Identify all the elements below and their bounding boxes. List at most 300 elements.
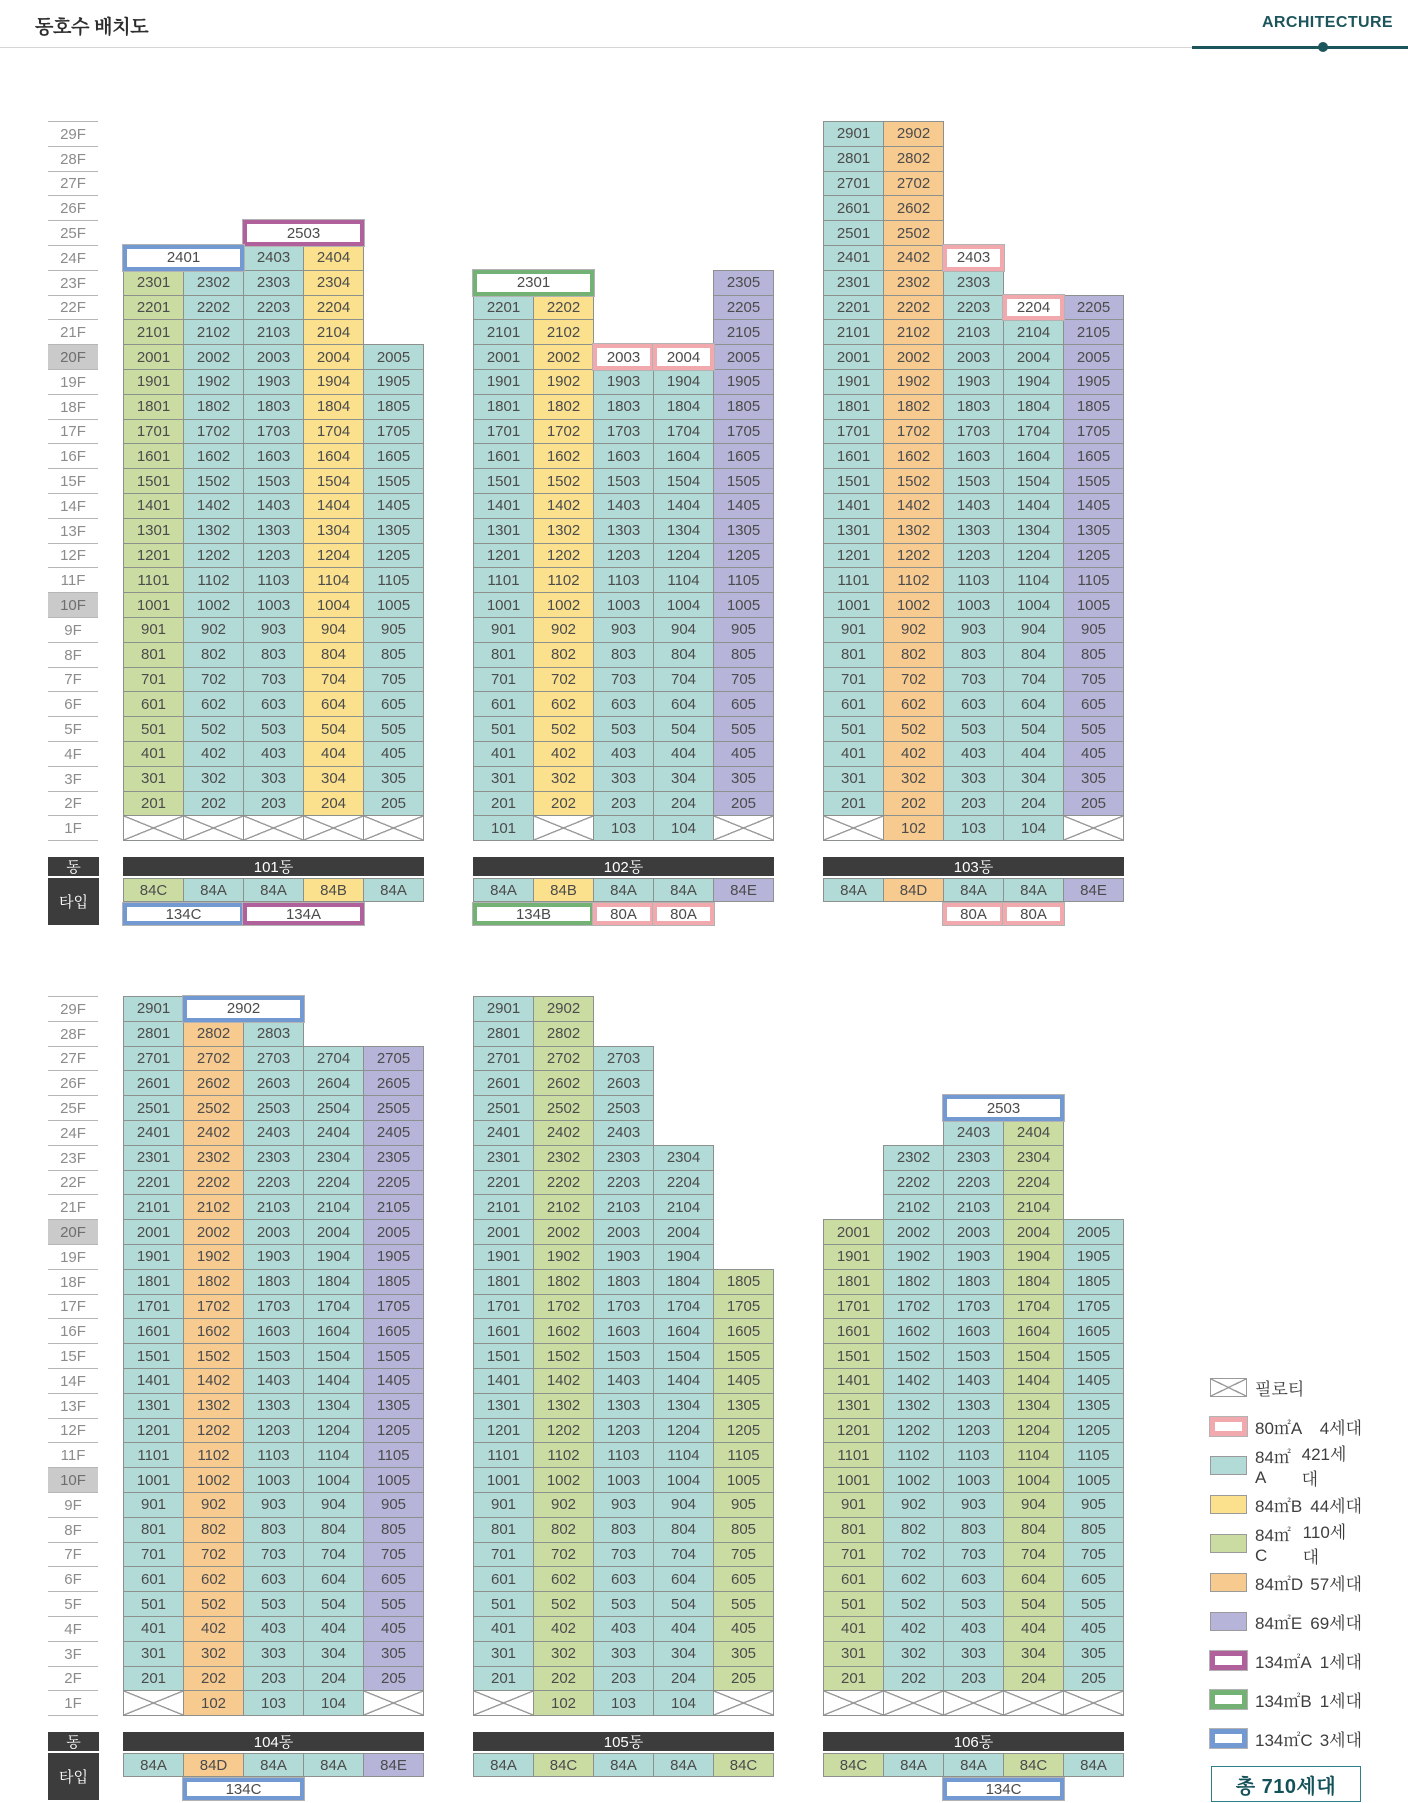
unit-cell: 305 xyxy=(1063,766,1124,792)
unit-cell: 2002 xyxy=(533,1219,594,1245)
unit-cell: 1801 xyxy=(823,1269,884,1295)
unit-cell: 1801 xyxy=(473,1269,534,1295)
type-cell: 84C xyxy=(533,1753,594,1777)
unit-cell: 1403 xyxy=(243,1368,304,1394)
floor-label: 12F xyxy=(48,543,98,569)
unit-cell: 1801 xyxy=(123,1269,184,1295)
unit-cell: 1505 xyxy=(1063,1343,1124,1369)
unit-cell: 404 xyxy=(303,1616,364,1642)
unit-cell: 1905 xyxy=(1063,369,1124,395)
piloti-cell xyxy=(123,815,184,841)
unit-cell: 301 xyxy=(823,766,884,792)
unit-cell: 1001 xyxy=(123,592,184,618)
piloti-cell xyxy=(123,1690,184,1716)
unit-cell: 501 xyxy=(123,1591,184,1617)
unit-cell: 701 xyxy=(823,1542,884,1568)
legend-count: 110세대 xyxy=(1302,1523,1347,1567)
unit-cell: 805 xyxy=(363,1517,424,1543)
piloti-cell xyxy=(1063,815,1124,841)
unit-cell: 202 xyxy=(533,1666,594,1692)
unit-cell: 504 xyxy=(1003,716,1064,742)
unit-cell: 2005 xyxy=(1063,1219,1124,1245)
unit-cell: 2301 xyxy=(473,1145,534,1171)
unit-cell: 201 xyxy=(823,1666,884,1692)
unit-cell: 2701 xyxy=(123,1046,184,1072)
type-cell: 84C xyxy=(713,1753,774,1777)
unit-cell: 902 xyxy=(533,617,594,643)
floor-label: 16F xyxy=(48,443,98,469)
unit-cell: 1303 xyxy=(943,518,1004,544)
unit-cell: 805 xyxy=(1063,1517,1124,1543)
unit-cell: 404 xyxy=(653,1616,714,1642)
unit-cell: 1703 xyxy=(593,1294,654,1320)
unit-cell: 2702 xyxy=(883,171,944,197)
unit-cell: 1105 xyxy=(1063,567,1124,593)
unit-cell: 402 xyxy=(533,1616,594,1642)
unit-cell: 603 xyxy=(943,1566,1004,1592)
unit-cell: 103 xyxy=(943,815,1004,841)
unit-cell: 2305 xyxy=(713,270,774,296)
unit-cell: 602 xyxy=(183,691,244,717)
unit-cell: 1802 xyxy=(183,394,244,420)
unit-cell: 1301 xyxy=(823,518,884,544)
unit-cell: 1305 xyxy=(363,518,424,544)
building-name: 101동 xyxy=(123,857,424,876)
unit-cell: 1502 xyxy=(183,1343,244,1369)
unit-cell: 205 xyxy=(713,1666,774,1692)
unit-cell: 901 xyxy=(123,1492,184,1518)
unit-cell: 201 xyxy=(473,791,534,817)
unit-cell: 404 xyxy=(303,741,364,767)
unit-cell: 1302 xyxy=(183,518,244,544)
unit-cell: 1202 xyxy=(883,543,944,569)
piloti-cell xyxy=(943,1690,1004,1716)
floor-label: 13F xyxy=(48,1393,98,1419)
unit-cell: 1705 xyxy=(713,1294,774,1320)
floor-label: 14F xyxy=(48,493,98,519)
unit-cell: 1903 xyxy=(243,369,304,395)
unit-cell: 2801 xyxy=(473,1021,534,1047)
unit-cell: 1602 xyxy=(883,1318,944,1344)
unit-cell: 1102 xyxy=(883,1442,944,1468)
unit-cell: 302 xyxy=(533,1641,594,1667)
unit-cell: 2104 xyxy=(1003,1194,1064,1220)
unit-cell: 2303 xyxy=(943,1145,1004,1171)
unit-cell: 1603 xyxy=(593,443,654,469)
floor-label: 11F xyxy=(48,567,98,593)
unit-cell: 1003 xyxy=(593,592,654,618)
floor-label: 15F xyxy=(48,1343,98,1369)
unit-cell: 602 xyxy=(533,1566,594,1592)
unit-cell: 2204 xyxy=(1003,1170,1064,1196)
unit-cell: 702 xyxy=(533,667,594,693)
unit-cell: 1501 xyxy=(473,1343,534,1369)
unit-cell: 501 xyxy=(473,716,534,742)
unit-cell: 2103 xyxy=(243,1194,304,1220)
unit-cell: 2101 xyxy=(123,1194,184,1220)
unit-cell: 2601 xyxy=(123,1070,184,1096)
unit-cell: 1405 xyxy=(713,1368,774,1394)
unit-cell: 1205 xyxy=(1063,543,1124,569)
type-cell: 84A xyxy=(823,878,884,902)
unit-cell: 1203 xyxy=(593,543,654,569)
unit-cell: 1102 xyxy=(533,567,594,593)
unit-cell: 103 xyxy=(243,1690,304,1716)
unit-cell: 902 xyxy=(533,1492,594,1518)
unit-cell: 704 xyxy=(1003,1542,1064,1568)
unit-cell: 801 xyxy=(823,642,884,668)
unit-cell: 1901 xyxy=(123,1244,184,1270)
unit-cell: 503 xyxy=(243,1591,304,1617)
unit-cell: 502 xyxy=(883,716,944,742)
unit-cell: 802 xyxy=(533,1517,594,1543)
unit-cell: 1802 xyxy=(183,1269,244,1295)
unit-cell: 1801 xyxy=(473,394,534,420)
unit-cell: 2003 xyxy=(593,1219,654,1245)
unit-cell: 1905 xyxy=(1063,1244,1124,1270)
floor-label: 22F xyxy=(48,295,98,321)
unit-cell: 2205 xyxy=(363,1170,424,1196)
unit-cell: 1101 xyxy=(123,567,184,593)
unit-cell: 603 xyxy=(593,1566,654,1592)
unit-cell: 701 xyxy=(473,667,534,693)
unit-cell: 2003 xyxy=(943,1219,1004,1245)
legend-count: 3세대 xyxy=(1319,1730,1362,1750)
unit-cell: 1702 xyxy=(183,1294,244,1320)
unit-cell: 1301 xyxy=(473,518,534,544)
unit-cell: 1103 xyxy=(243,1442,304,1468)
unit-cell: 1402 xyxy=(533,1368,594,1394)
unit-cell: 1803 xyxy=(243,394,304,420)
unit-cell: 1403 xyxy=(593,1368,654,1394)
unit-cell: 1003 xyxy=(943,592,1004,618)
unit-cell: 803 xyxy=(243,1517,304,1543)
unit-cell: 2304 xyxy=(303,270,364,296)
unit-cell: 1703 xyxy=(243,1294,304,1320)
unit-cell: 1205 xyxy=(713,1418,774,1444)
unit-cell: 701 xyxy=(823,667,884,693)
unit-cell: 2501 xyxy=(823,220,884,246)
unit-cell: 1203 xyxy=(943,543,1004,569)
unit-cell: 1605 xyxy=(713,443,774,469)
unit-cell: 901 xyxy=(473,617,534,643)
unit-cell: 303 xyxy=(593,766,654,792)
unit-cell: 1503 xyxy=(943,468,1004,494)
unit-cell: 1502 xyxy=(883,1343,944,1369)
unit-cell: 202 xyxy=(883,1666,944,1692)
unit-cell: 1602 xyxy=(183,443,244,469)
unit-cell: 1804 xyxy=(1003,1269,1064,1295)
unit-cell: 302 xyxy=(183,766,244,792)
unit-cell: 1701 xyxy=(473,1294,534,1320)
unit-cell: 303 xyxy=(243,766,304,792)
unit-cell: 303 xyxy=(943,1641,1004,1667)
unit-cell: 1303 xyxy=(243,1393,304,1419)
unit-cell: 503 xyxy=(593,1591,654,1617)
unit-cell: 902 xyxy=(883,1492,944,1518)
type-row-label: 타입 xyxy=(48,1753,99,1800)
unit-cell: 904 xyxy=(303,617,364,643)
unit-cell: 1903 xyxy=(943,369,1004,395)
unit-cell: 2001 xyxy=(823,1219,884,1245)
unit-cell: 802 xyxy=(183,642,244,668)
unit-cell: 1702 xyxy=(883,419,944,445)
unit-cell: 1905 xyxy=(363,1244,424,1270)
unit-cell: 801 xyxy=(823,1517,884,1543)
floor-label: 17F xyxy=(48,1294,98,1320)
unit-cell: 1203 xyxy=(943,1418,1004,1444)
unit-cell: 1105 xyxy=(1063,1442,1124,1468)
unit-cell: 1704 xyxy=(1003,419,1064,445)
unit-cell: 1703 xyxy=(943,419,1004,445)
unit-cell: 1404 xyxy=(303,493,364,519)
unit-cell: 2005 xyxy=(1063,344,1124,370)
unit-cell: 1501 xyxy=(123,1343,184,1369)
unit-cell: 1705 xyxy=(1063,1294,1124,1320)
special-type-cell: 80A xyxy=(593,903,654,925)
unit-cell: 901 xyxy=(823,617,884,643)
unit-cell: 1602 xyxy=(533,443,594,469)
unit-cell: 1304 xyxy=(303,1393,364,1419)
unit-cell: 1904 xyxy=(653,1244,714,1270)
unit-cell: 1902 xyxy=(533,369,594,395)
unit-cell: 1702 xyxy=(883,1294,944,1320)
unit-cell: 1302 xyxy=(183,1393,244,1419)
legend-item xyxy=(1210,1377,1362,1397)
floor-label: 15F xyxy=(48,468,98,494)
unit-cell: 404 xyxy=(1003,741,1064,767)
unit-cell: 1603 xyxy=(943,1318,1004,1344)
unit-cell: 303 xyxy=(943,766,1004,792)
unit-cell: 1102 xyxy=(533,1442,594,1468)
floor-label: 24F xyxy=(48,245,98,271)
unit-cell: 2104 xyxy=(303,319,364,345)
unit-cell: 2201 xyxy=(123,295,184,321)
unit-cell: 1105 xyxy=(363,567,424,593)
unit-cell: 1405 xyxy=(1063,1368,1124,1394)
unit-cell: 1802 xyxy=(533,1269,594,1295)
type-cell: 84A xyxy=(363,878,424,902)
unit-cell: 1902 xyxy=(533,1244,594,1270)
unit-cell: 1001 xyxy=(123,1467,184,1493)
unit-cell: 803 xyxy=(943,1517,1004,1543)
special-type-cell: 80A xyxy=(1003,903,1064,925)
unit-cell: 1702 xyxy=(533,419,594,445)
type-cell: 84C xyxy=(1003,1753,1064,1777)
unit-cell: 1003 xyxy=(943,1467,1004,1493)
type-cell: 84A xyxy=(883,1753,944,1777)
floor-label: 17F xyxy=(48,419,98,445)
unit-cell: 1205 xyxy=(363,543,424,569)
unit-cell: 2501 xyxy=(473,1095,534,1121)
unit-cell: 503 xyxy=(243,716,304,742)
unit-cell: 1803 xyxy=(593,394,654,420)
unit-cell: 1805 xyxy=(713,394,774,420)
unit-cell: 805 xyxy=(363,642,424,668)
unit-cell: 601 xyxy=(823,691,884,717)
unit-cell: 1004 xyxy=(1003,1467,1064,1493)
unit-cell: 302 xyxy=(883,766,944,792)
unit-cell: 2302 xyxy=(183,270,244,296)
floor-label: 6F xyxy=(48,691,98,717)
unit-cell: 1604 xyxy=(653,443,714,469)
unit-cell: 1603 xyxy=(243,1318,304,1344)
unit-cell: 702 xyxy=(183,1542,244,1568)
piloti-cell xyxy=(533,815,594,841)
unit-cell: 2005 xyxy=(363,1219,424,1245)
floor-label: 26F xyxy=(48,195,98,221)
unit-cell: 2301 xyxy=(823,270,884,296)
unit-cell: 901 xyxy=(473,1492,534,1518)
unit-cell: 1403 xyxy=(243,493,304,519)
unit-cell: 1604 xyxy=(303,1318,364,1344)
unit-cell: 2301 xyxy=(123,1145,184,1171)
unit-cell: 1603 xyxy=(593,1318,654,1344)
unit-cell: 601 xyxy=(823,1566,884,1592)
unit-cell: 1905 xyxy=(713,369,774,395)
unit-cell: 304 xyxy=(653,1641,714,1667)
unit-cell: 605 xyxy=(1063,691,1124,717)
unit-cell: 802 xyxy=(183,1517,244,1543)
legend-swatch-84A xyxy=(1210,1456,1247,1475)
unit-cell: 204 xyxy=(1003,1666,1064,1692)
unit-cell: 1903 xyxy=(943,1244,1004,1270)
dong-row-label: 동 xyxy=(48,857,99,876)
unit-cell: 2105 xyxy=(713,319,774,345)
piloti-cell xyxy=(183,815,244,841)
legend-item xyxy=(1210,1611,1362,1631)
unit-cell: 402 xyxy=(883,1616,944,1642)
unit-cell: 304 xyxy=(303,766,364,792)
unit-cell: 1604 xyxy=(1003,1318,1064,1344)
unit-cell: 202 xyxy=(183,1666,244,1692)
unit-cell: 1705 xyxy=(363,1294,424,1320)
unit-cell: 203 xyxy=(243,791,304,817)
unit-cell: 1902 xyxy=(183,369,244,395)
unit-cell: 1204 xyxy=(1003,1418,1064,1444)
unit-cell: 1902 xyxy=(183,1244,244,1270)
unit-cell: 1505 xyxy=(363,468,424,494)
unit-cell: 703 xyxy=(593,1542,654,1568)
unit-cell: 604 xyxy=(1003,691,1064,717)
floor-label: 3F xyxy=(48,1641,98,1667)
unit-cell: 501 xyxy=(473,1591,534,1617)
unit-cell: 402 xyxy=(883,741,944,767)
floor-label: 7F xyxy=(48,667,98,693)
unit-cell: 1304 xyxy=(303,518,364,544)
unit-cell: 601 xyxy=(473,1566,534,1592)
unit-cell: 201 xyxy=(123,1666,184,1692)
unit-cell-special: 2401 xyxy=(123,245,244,271)
unit-cell: 503 xyxy=(943,716,1004,742)
unit-cell: 2501 xyxy=(123,1095,184,1121)
unit-cell: 805 xyxy=(713,1517,774,1543)
unit-cell: 2404 xyxy=(303,245,364,271)
unit-cell: 705 xyxy=(363,667,424,693)
legend-count: 69세대 xyxy=(1310,1613,1362,1633)
unit-cell: 1004 xyxy=(653,1467,714,1493)
unit-cell: 1104 xyxy=(1003,1442,1064,1468)
type-cell: 84D xyxy=(183,1753,244,1777)
unit-cell: 2101 xyxy=(123,319,184,345)
unit-cell: 1805 xyxy=(363,1269,424,1295)
unit-cell: 2205 xyxy=(713,295,774,321)
unit-cell: 2203 xyxy=(943,295,1004,321)
unit-cell: 2204 xyxy=(653,1170,714,1196)
unit-cell: 2002 xyxy=(183,1219,244,1245)
unit-cell: 1201 xyxy=(123,1418,184,1444)
unit-cell: 2303 xyxy=(593,1145,654,1171)
unit-cell: 1105 xyxy=(363,1442,424,1468)
floor-label: 18F xyxy=(48,1269,98,1295)
unit-cell: 1605 xyxy=(363,443,424,469)
floor-label: 21F xyxy=(48,319,98,345)
floor-label: 24F xyxy=(48,1120,98,1146)
unit-cell: 1301 xyxy=(823,1393,884,1419)
unit-cell: 2201 xyxy=(473,295,534,321)
unit-cell: 1901 xyxy=(823,369,884,395)
unit-cell: 205 xyxy=(1063,1666,1124,1692)
unit-cell: 1601 xyxy=(123,443,184,469)
unit-cell: 804 xyxy=(653,1517,714,1543)
unit-cell: 1505 xyxy=(713,1343,774,1369)
type-cell: 84A xyxy=(243,878,304,902)
unit-cell: 2201 xyxy=(123,1170,184,1196)
building-name: 102동 xyxy=(473,857,774,876)
unit-cell: 505 xyxy=(363,716,424,742)
unit-cell: 603 xyxy=(243,691,304,717)
unit-cell: 1401 xyxy=(823,1368,884,1394)
floor-label: 19F xyxy=(48,369,98,395)
unit-cell: 2402 xyxy=(533,1120,594,1146)
unit-cell: 1903 xyxy=(243,1244,304,1270)
unit-cell: 803 xyxy=(593,1517,654,1543)
unit-cell: 2703 xyxy=(243,1046,304,1072)
unit-cell: 1501 xyxy=(823,468,884,494)
floor-label: 23F xyxy=(48,1145,98,1171)
unit-cell: 603 xyxy=(943,691,1004,717)
unit-cell: 104 xyxy=(1003,815,1064,841)
unit-cell: 605 xyxy=(713,1566,774,1592)
unit-cell: 204 xyxy=(653,791,714,817)
unit-cell: 1101 xyxy=(823,567,884,593)
unit-cell: 1401 xyxy=(123,1368,184,1394)
unit-cell: 701 xyxy=(473,1542,534,1568)
unit-cell: 1802 xyxy=(533,394,594,420)
unit-cell: 2401 xyxy=(823,245,884,271)
unit-cell: 902 xyxy=(183,1492,244,1518)
unit-cell: 1002 xyxy=(533,1467,594,1493)
unit-cell: 1005 xyxy=(713,592,774,618)
unit-cell: 2603 xyxy=(593,1070,654,1096)
unit-cell: 904 xyxy=(653,617,714,643)
unit-cell-special: 2503 xyxy=(943,1095,1064,1121)
unit-cell: 704 xyxy=(653,667,714,693)
unit-cell: 1202 xyxy=(183,1418,244,1444)
unit-cell: 1004 xyxy=(1003,592,1064,618)
unit-cell: 1103 xyxy=(593,567,654,593)
unit-cell: 2001 xyxy=(123,1219,184,1245)
legend-count: 421세대 xyxy=(1301,1445,1347,1489)
unit-cell: 1302 xyxy=(533,518,594,544)
unit-cell: 1601 xyxy=(123,1318,184,1344)
floor-label: 27F xyxy=(48,171,98,197)
unit-cell: 1101 xyxy=(473,1442,534,1468)
unit-cell: 2505 xyxy=(363,1095,424,1121)
unit-cell: 1504 xyxy=(1003,468,1064,494)
piloti-cell xyxy=(823,1690,884,1716)
unit-cell: 2205 xyxy=(1063,295,1124,321)
